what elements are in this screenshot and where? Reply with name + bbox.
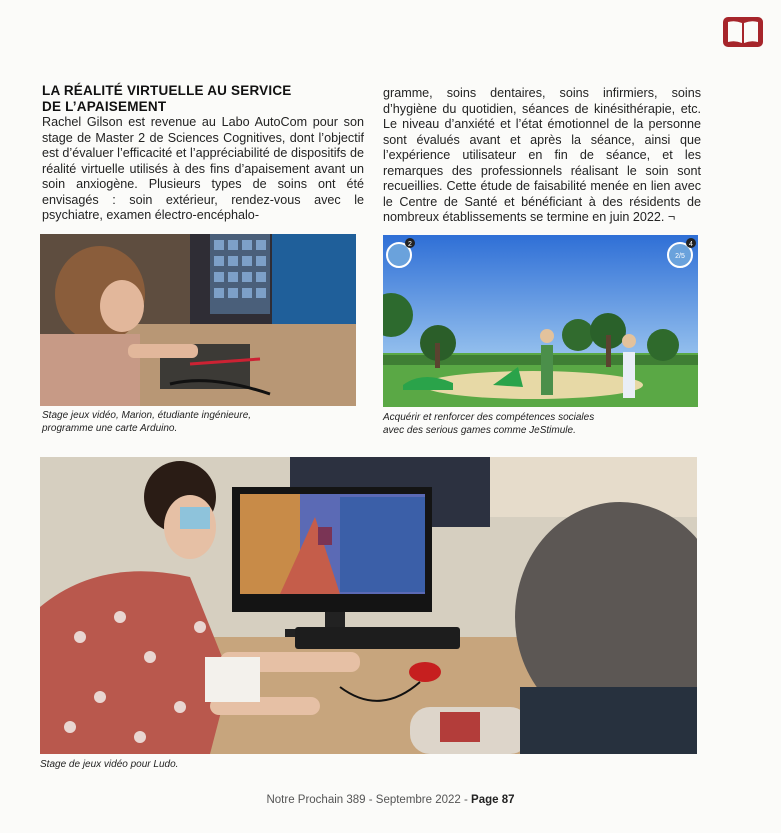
photo2-caption — [383, 411, 693, 437]
photo2-caption-line2: avec des serious games comme JeStimule. — [383, 425, 576, 436]
photo-arduino-workbench — [40, 234, 356, 406]
article-title-line1: LA RÉALITÉ VIRTUELLE AU SERVICE — [42, 83, 292, 98]
article-paragraph-2: gramme, soins dentaires, soins infirmiers, soins d’hygiène du quotidien, séances de kinésithérapie, etc. Le niveau d’anxiété et l’état émotionnel de la personne sont évalués avant et après la séance, ainsi que l’expérience utilisateur en fin de séance, et les remarques des professionnels réalisant le soin sont recueillies. Cette étude de faisabilité menée en lien avec le Centre de Santé et bénéficiant à des résidents de nombreux établissements se termine en juin 2022. ¬ — [383, 86, 701, 225]
photo-arduino-illustration — [40, 234, 356, 406]
footer-page-number: Page 87 — [471, 794, 515, 806]
hud-left-badge: 2 — [408, 241, 412, 248]
page-footer — [0, 794, 781, 806]
footer-magazine: Notre Prochain 389 - Septembre 2022 - — [266, 794, 468, 806]
article-title — [42, 83, 372, 115]
open-book-icon — [721, 14, 765, 50]
photo3-caption: Stage de jeux vidéo pour Ludo. — [40, 759, 179, 770]
photo1-caption-line2: programme une carte Arduino. — [42, 423, 178, 434]
hud-right-icon-text: 2/5 — [675, 253, 685, 260]
photo-video-game-session — [40, 457, 697, 754]
photo-serious-game — [383, 235, 698, 407]
article-paragraph-1: Rachel Gilson est revenue au Labo AutoCom pour son stage de Master 2 de Sciences Cognitives, dont l’objectif est d’évaluer l’efficacité et l’appréciabilité de dispositifs de réalité virtuelle utilisés à des fins d’apaisement avant un soin anxiogène. Plusieurs types de soins ont été envisagés : soin extérieur, rendez-vous avec le psychiatre, examen électro-encéphalo- — [42, 115, 364, 223]
article-column-right — [383, 86, 701, 226]
photo2-caption-line1: Acquérir et renforcer des compétences sociales — [383, 412, 595, 423]
photo1-caption-line1: Stage jeux vidéo, Marion, étudiante ingénieure, — [42, 410, 252, 421]
article-title-line2: DE L’APAISEMENT — [42, 99, 167, 114]
photo1-caption — [42, 409, 342, 435]
article-column-left — [42, 115, 364, 224]
game-scene-illustration — [383, 235, 698, 407]
photo-session-illustration — [40, 457, 697, 754]
hud-right-badge: 4 — [689, 241, 693, 248]
